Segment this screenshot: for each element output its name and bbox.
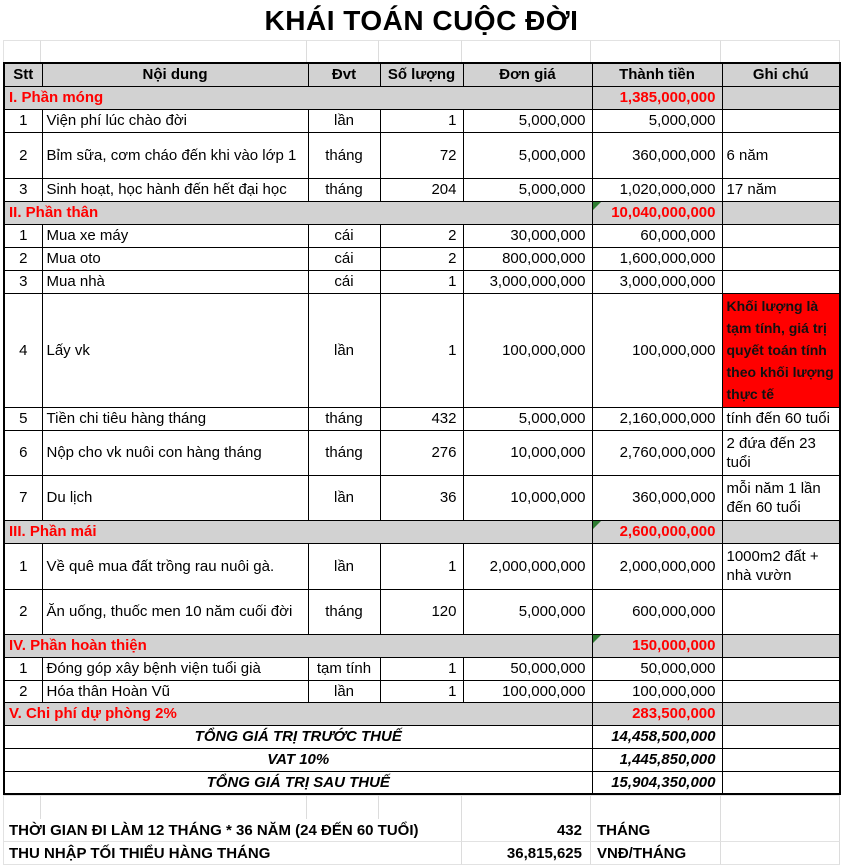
- cell-dvt: lần: [308, 475, 380, 520]
- cell-noi-dung: Về quê mua đất trồng rau nuôi gà.: [42, 543, 308, 589]
- cell-don-gia: 5,000,000: [463, 407, 592, 430]
- cell-don-gia: 2,000,000,000: [463, 543, 592, 589]
- cell-thanh-tien: 3,000,000,000: [592, 270, 722, 293]
- cell-noi-dung: Du lịch: [42, 475, 308, 520]
- cell-don-gia: 100,000,000: [463, 293, 592, 407]
- footer-row-min-income: [3, 842, 840, 865]
- section-total: [592, 201, 722, 224]
- section-total: 283,500,000: [592, 702, 722, 725]
- cell-so-luong: 1: [380, 543, 463, 589]
- cell-dvt: cái: [308, 270, 380, 293]
- cell-noi-dung: Đóng góp xây bệnh viện tuổi già: [42, 657, 308, 680]
- cell-thanh-tien: 100,000,000: [592, 293, 722, 407]
- cell-noi-dung: Mua nhà: [42, 270, 308, 293]
- table-row: [4, 247, 840, 270]
- cell-noi-dung: Mua oto: [42, 247, 308, 270]
- section-row-III: [4, 520, 840, 543]
- cell-thanh-tien: 5,000,000: [592, 109, 722, 132]
- cell-thanh-tien: 1,020,000,000: [592, 178, 722, 201]
- green-corner-marker-icon: [593, 521, 601, 529]
- header-stt: Stt: [4, 63, 42, 86]
- cell-ghi-chu: mỗi năm 1 lần đến 60 tuổi: [722, 475, 840, 520]
- summary-value: 14,458,500,000: [592, 725, 722, 748]
- cell-stt: 7: [4, 475, 42, 520]
- cell-noi-dung: Ăn uống, thuốc men 10 năm cuối đời: [42, 589, 308, 634]
- cell-stt: 6: [4, 430, 42, 475]
- cell-ghi-chu: [722, 589, 840, 634]
- cell-dvt: tháng: [308, 407, 380, 430]
- cell-don-gia: 5,000,000: [463, 178, 592, 201]
- gridline-strip-top: [3, 40, 840, 62]
- cell-don-gia: 5,000,000: [463, 589, 592, 634]
- cell-so-luong: 1: [380, 657, 463, 680]
- cell-don-gia: 5,000,000: [463, 132, 592, 178]
- section-empty-cell: [722, 86, 840, 109]
- gridline-strip-bottom: [3, 795, 840, 819]
- cell-so-luong: 276: [380, 430, 463, 475]
- cell-ghi-chu: [722, 109, 840, 132]
- cell-dvt: lần: [308, 543, 380, 589]
- cell-noi-dung: Sinh hoạt, học hành đến hết đại học: [42, 178, 308, 201]
- table-header-row: [4, 63, 840, 86]
- cell-ghi-chu: 6 năm: [722, 132, 840, 178]
- table-row: [4, 293, 840, 407]
- summary-label: VAT 10%: [4, 748, 592, 771]
- header-so-luong: Số lượng: [380, 63, 463, 86]
- summary-row-vat: [4, 748, 840, 771]
- summary-row-post-tax: [4, 771, 840, 794]
- summary-label: TỔNG GIÁ TRỊ SAU THUẾ: [4, 771, 592, 794]
- cell-so-luong: 2: [380, 247, 463, 270]
- summary-value: 15,904,350,000: [592, 771, 722, 794]
- summary-empty-cell: [722, 725, 840, 748]
- cell-thanh-tien: 600,000,000: [592, 589, 722, 634]
- section-row-I: [4, 86, 840, 109]
- section-label: IV. Phần hoàn thiện: [4, 634, 592, 657]
- cell-so-luong: 36: [380, 475, 463, 520]
- table-row: [4, 589, 840, 634]
- table-row: [4, 132, 840, 178]
- cell-dvt: tháng: [308, 132, 380, 178]
- header-noi-dung: Nội dung: [42, 63, 308, 86]
- section-label: III. Phần mái: [4, 520, 592, 543]
- cell-stt: 2: [4, 247, 42, 270]
- header-dvt: Đvt: [308, 63, 380, 86]
- cell-don-gia: 30,000,000: [463, 224, 592, 247]
- cell-dvt: tháng: [308, 178, 380, 201]
- cell-stt: 3: [4, 270, 42, 293]
- green-corner-marker-icon: [593, 635, 601, 643]
- table-row: [4, 543, 840, 589]
- cell-so-luong: 72: [380, 132, 463, 178]
- cell-stt: 2: [4, 589, 42, 634]
- summary-empty-cell: [722, 748, 840, 771]
- footer-empty-cell: [721, 819, 840, 842]
- cell-don-gia: 50,000,000: [463, 657, 592, 680]
- cell-noi-dung: Bỉm sữa, cơm cháo đến khi vào lớp 1: [42, 132, 308, 178]
- footer-value: 36,815,625: [462, 842, 591, 865]
- table-row: [4, 270, 840, 293]
- cell-ghi-chu: tính đến 60 tuổi: [722, 407, 840, 430]
- section-row-II: [4, 201, 840, 224]
- cell-thanh-tien: 50,000,000: [592, 657, 722, 680]
- section-total-value: 2,600,000,000: [619, 523, 716, 540]
- cell-dvt: lần: [308, 109, 380, 132]
- summary-value: 1,445,850,000: [592, 748, 722, 771]
- cell-thanh-tien: 360,000,000: [592, 475, 722, 520]
- cell-so-luong: 432: [380, 407, 463, 430]
- header-ghi-chu: Ghi chú: [722, 63, 840, 86]
- section-label: II. Phần thân: [4, 201, 592, 224]
- section-empty-cell: [722, 201, 840, 224]
- table-row: [4, 109, 840, 132]
- footer-label: THỜI GIAN ĐI LÀM 12 THÁNG * 36 NĂM (24 ĐẾN 60 TUỔI): [3, 819, 462, 842]
- page-title: KHÁI TOÁN CUỘC ĐỜI: [264, 5, 579, 36]
- footer-value: 432: [462, 819, 591, 842]
- cell-dvt: lần: [308, 680, 380, 702]
- footer-unit: VNĐ/THÁNG: [591, 842, 721, 865]
- summary-row-pre-tax: [4, 725, 840, 748]
- cell-ghi-chu: [722, 680, 840, 702]
- cell-thanh-tien: 100,000,000: [592, 680, 722, 702]
- cell-thanh-tien: 60,000,000: [592, 224, 722, 247]
- cell-dvt: tạm tính: [308, 657, 380, 680]
- cell-noi-dung: Viện phí lúc chào đời: [42, 109, 308, 132]
- cell-noi-dung: Tiền chi tiêu hàng tháng: [42, 407, 308, 430]
- header-thanh-tien: Thành tiền: [592, 63, 722, 86]
- footer-label: THU NHẬP TỐI THIỂU HÀNG THÁNG: [3, 842, 462, 865]
- cell-stt: 1: [4, 109, 42, 132]
- cell-thanh-tien: 360,000,000: [592, 132, 722, 178]
- cell-thanh-tien: 2,160,000,000: [592, 407, 722, 430]
- cell-stt: 2: [4, 680, 42, 702]
- cell-don-gia: 5,000,000: [463, 109, 592, 132]
- section-row-IV: [4, 634, 840, 657]
- cell-don-gia: 10,000,000: [463, 475, 592, 520]
- section-label: V. Chi phí dự phòng 2%: [4, 702, 592, 725]
- section-total-value: 150,000,000: [632, 637, 716, 654]
- cell-ghi-chu: [722, 657, 840, 680]
- table-row: [4, 430, 840, 475]
- cell-dvt: cái: [308, 224, 380, 247]
- cell-ghi-chu-highlighted: Khối lượng là tạm tính, giá trị quyết toán tính theo khối lượng thực tế: [722, 293, 840, 407]
- cell-noi-dung: Hóa thân Hoàn Vũ: [42, 680, 308, 702]
- table-row: [4, 680, 840, 702]
- cell-so-luong: 1: [380, 109, 463, 132]
- cell-don-gia: 100,000,000: [463, 680, 592, 702]
- cell-so-luong: 1: [380, 270, 463, 293]
- cell-dvt: lần: [308, 293, 380, 407]
- cell-stt: 3: [4, 178, 42, 201]
- cell-noi-dung: Lấy vk: [42, 293, 308, 407]
- header-don-gia: Đơn giá: [463, 63, 592, 86]
- section-total: [592, 520, 722, 543]
- cell-don-gia: 3,000,000,000: [463, 270, 592, 293]
- cell-don-gia: 10,000,000: [463, 430, 592, 475]
- cell-stt: 2: [4, 132, 42, 178]
- cell-stt: 1: [4, 224, 42, 247]
- cell-stt: 4: [4, 293, 42, 407]
- cell-ghi-chu: 2 đứa đến 23 tuổi: [722, 430, 840, 475]
- cell-stt: 1: [4, 657, 42, 680]
- section-empty-cell: [722, 702, 840, 725]
- cell-so-luong: 120: [380, 589, 463, 634]
- cell-ghi-chu: [722, 224, 840, 247]
- green-corner-marker-icon: [593, 202, 601, 210]
- section-empty-cell: [722, 520, 840, 543]
- section-empty-cell: [722, 634, 840, 657]
- life-estimate-table: [3, 62, 841, 795]
- cell-ghi-chu: 1000m2 đất + nhà vườn: [722, 543, 840, 589]
- footer-unit: THÁNG: [591, 819, 721, 842]
- cell-dvt: cái: [308, 247, 380, 270]
- table-row: [4, 475, 840, 520]
- cell-dvt: tháng: [308, 589, 380, 634]
- cell-ghi-chu: [722, 270, 840, 293]
- footer-empty-cell: [721, 842, 840, 865]
- cell-ghi-chu: [722, 247, 840, 270]
- section-row-V: [4, 702, 840, 725]
- cell-noi-dung: Mua xe máy: [42, 224, 308, 247]
- summary-empty-cell: [722, 771, 840, 794]
- table-row: [4, 224, 840, 247]
- cell-thanh-tien: 2,000,000,000: [592, 543, 722, 589]
- cell-thanh-tien: 1,600,000,000: [592, 247, 722, 270]
- cell-stt: 1: [4, 543, 42, 589]
- cell-ghi-chu: 17 năm: [722, 178, 840, 201]
- summary-label: TỔNG GIÁ TRỊ TRƯỚC THUẾ: [4, 725, 592, 748]
- cell-stt: 5: [4, 407, 42, 430]
- cell-so-luong: 204: [380, 178, 463, 201]
- table-row: [4, 657, 840, 680]
- cell-thanh-tien: 2,760,000,000: [592, 430, 722, 475]
- cell-so-luong: 1: [380, 293, 463, 407]
- cell-noi-dung: Nộp cho vk nuôi con hàng tháng: [42, 430, 308, 475]
- footer-row-working-time: [3, 819, 840, 842]
- cell-so-luong: 1: [380, 680, 463, 702]
- section-total: 1,385,000,000: [592, 86, 722, 109]
- table-row: [4, 178, 840, 201]
- section-label: I. Phần móng: [4, 86, 592, 109]
- table-row: [4, 407, 840, 430]
- section-total: [592, 634, 722, 657]
- cell-dvt: tháng: [308, 430, 380, 475]
- cell-don-gia: 800,000,000: [463, 247, 592, 270]
- cell-so-luong: 2: [380, 224, 463, 247]
- section-total-value: 10,040,000,000: [611, 204, 716, 221]
